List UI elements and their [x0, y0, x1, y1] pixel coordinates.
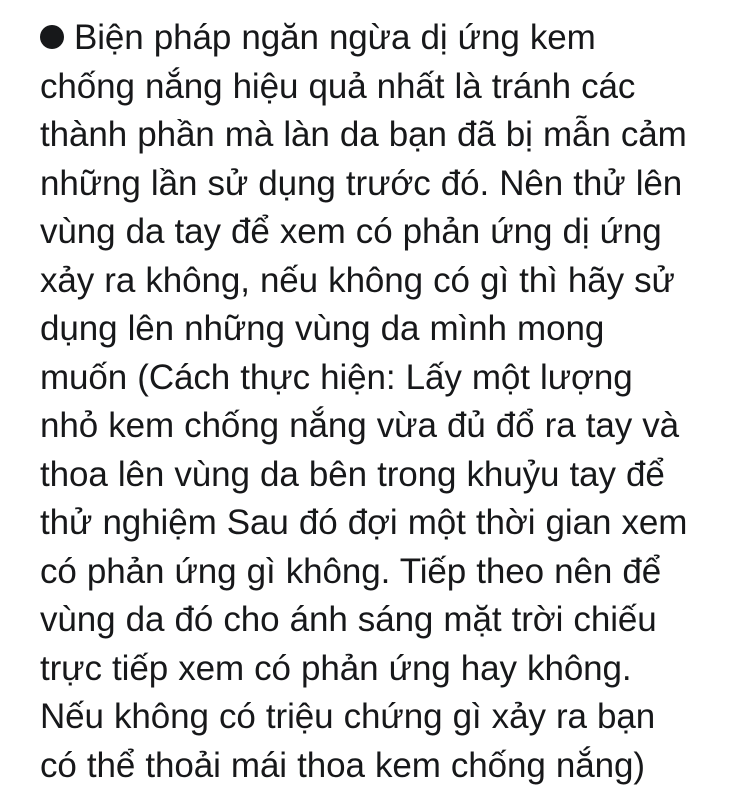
bulleted-paragraph — [40, 14, 700, 790]
paragraph-text: Biện pháp ngăn ngừa dị ứng kem chống nắng hiệu quả nhất là tránh các thành phần mà làn da bạn đã bị mẫn cảm những lần sử dụng trước đó. Nên thử lên vùng da tay để xem có phản ứng dị ứng xảy ra không, nếu không có gì thì hãy sử dụng lên những vùng da mình mong muốn (Cách thực hiện: Lấy một lượng nhỏ kem chống nắng vừa đủ đổ ra tay và thoa lên vùng da bên trong khuỷu tay để thử nghiệm Sau đó đợi một thời gian xem có phản ứng gì không. Tiếp theo nên để vùng da đó cho ánh sáng mặt trời chiếu trực tiếp xem có phản ứng hay không. Nếu không có triệu chứng gì xảy ra bạn có thể thoải mái thoa kem chống nắng) — [40, 18, 688, 785]
filled-circle-bullet-icon — [40, 25, 64, 49]
